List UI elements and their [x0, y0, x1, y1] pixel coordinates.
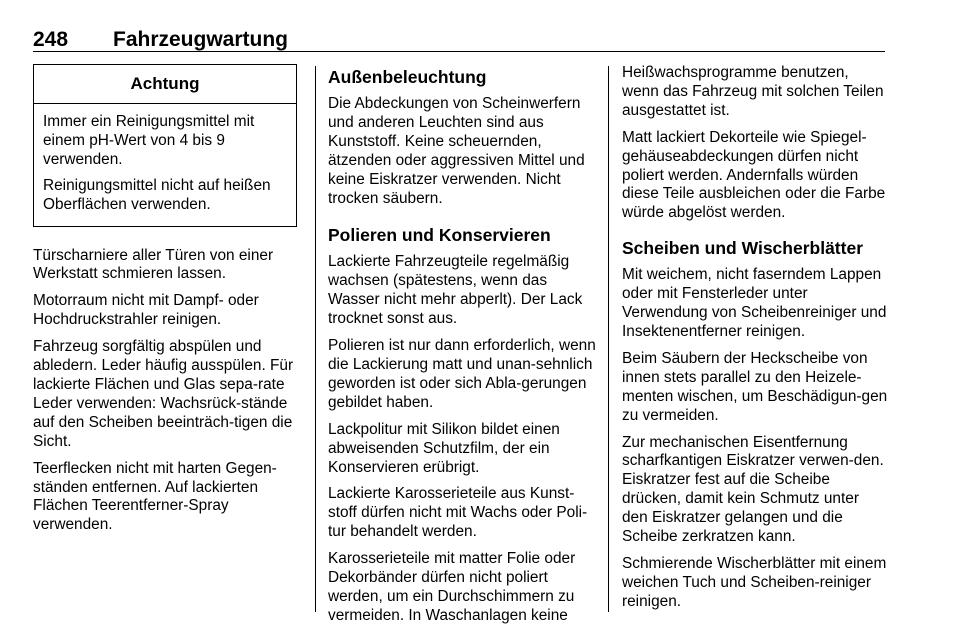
section-heading: Außenbeleuchtung	[328, 67, 487, 87]
body-paragraph: Motorraum nicht mit Dampf- oder Hochdruckstrahler reinigen.	[33, 292, 259, 329]
body-paragraph: Karosserieteile mit matter Folie oder Dekorbänder dürfen nicht poliert werden, um ein Durchschimmern zu vermeiden. In Waschanlagen keine	[328, 550, 576, 624]
column-2	[328, 66, 596, 634]
section-heading: Polieren und Konservieren	[328, 225, 551, 246]
column-divider-2	[608, 66, 609, 612]
column-3	[622, 64, 888, 620]
chapter-title: Fahrzeugwartung	[113, 28, 289, 51]
column-1	[33, 64, 303, 543]
body-paragraph: Lackierte Karosserieteile aus Kunst-stoff dürfen nicht mit Wachs oder Poli-tur behandelt werden.	[328, 485, 588, 541]
body-paragraph: Lackpolitur mit Silikon bildet einen abweisenden Schutzfilm, der ein Konservieren erübrigt.	[328, 420, 560, 476]
body-paragraph: Lackierte Fahrzeugteile regelmäßig wachsen (spätestens, wenn das Wasser nicht mehr abperlt). Der Lack trocknet sonst aus.	[328, 253, 583, 328]
body-paragraph: Schmierende Wischerblätter mit einem weichen Tuch und Scheiben-reiniger reinigen.	[622, 554, 887, 610]
body-paragraph: Fahrzeug sorgfältig abspülen und abledern. Leder häufig ausspülen. Für lackierte Flächen und Glas sepa-rate Leder verwenden: Wachsrück-stände auf den Scheiben beeinträch-tigen die Sicht.	[33, 338, 294, 450]
body-paragraph: Zur mechanischen Eisentfernung scharfkantigen Eiskratzer verwen-den. Eiskratzer fest auf die Scheibe drücken, damit kein Schmutz unter den Eiskratzer gelangen und die Scheibe zerkratzen kann.	[622, 433, 884, 546]
warning-title: Achtung	[34, 65, 296, 104]
body-paragraph: Mit weichem, nicht faserndem Lappen oder mit Fensterleder unter Verwendung von Scheibenreiniger und Insektenentferner reinigen.	[622, 266, 887, 340]
column-divider-1	[315, 66, 316, 612]
body-paragraph: Matt lackiert Dekorteile wie Spiegel-gehäuseabdeckungen dürfen nicht poliert werden. Andernfalls würden diese Teile ausbleichen oder die Farbe würde abgelöst werden.	[622, 128, 886, 222]
page-number: 248	[33, 28, 69, 51]
warning-box	[33, 64, 297, 227]
body-paragraph: Beim Säubern der Heckscheibe von innen stets parallel zu den Heizele-menten wischen, um Beschädigun-gen zu vermeiden.	[622, 349, 888, 424]
warning-paragraph: Reinigungsmittel nicht auf heißen Oberflächen verwenden.	[43, 176, 271, 213]
warning-paragraph: Immer ein Reinigungsmittel mit einem pH-Wert von 4 bis 9 verwenden.	[43, 113, 255, 168]
body-paragraph: Türscharniere aller Türen von einer Werkstatt schmieren lassen.	[33, 246, 274, 283]
body-paragraph: Teerflecken nicht mit harten Gegen-ständen entfernen. Auf lackierten Flächen Teerentferner-Spray verwenden.	[33, 459, 277, 534]
body-paragraph: Heißwachsprogramme benutzen, wenn das Fahrzeug mit solchen Teilen ausgestattet ist.	[622, 64, 884, 119]
body-paragraph: Polieren ist nur dann erforderlich, wenn die Lackierung matt und unan-sehnlich geworden ist oder sich Abla-gerungen gebildet haben.	[328, 337, 596, 411]
page-header	[33, 27, 885, 53]
warning-body	[34, 104, 296, 226]
body-paragraph: Die Abdeckungen von Scheinwerfern und anderen Leuchten sind aus Kunststoff. Keine scheuernden, ätzenden oder aggressiven Mittel und keine Eiskratzer verwenden. Nicht trocken säubern.	[328, 95, 585, 207]
header-divider	[33, 51, 885, 52]
section-heading: Scheiben und Wischerblätter	[622, 238, 864, 259]
